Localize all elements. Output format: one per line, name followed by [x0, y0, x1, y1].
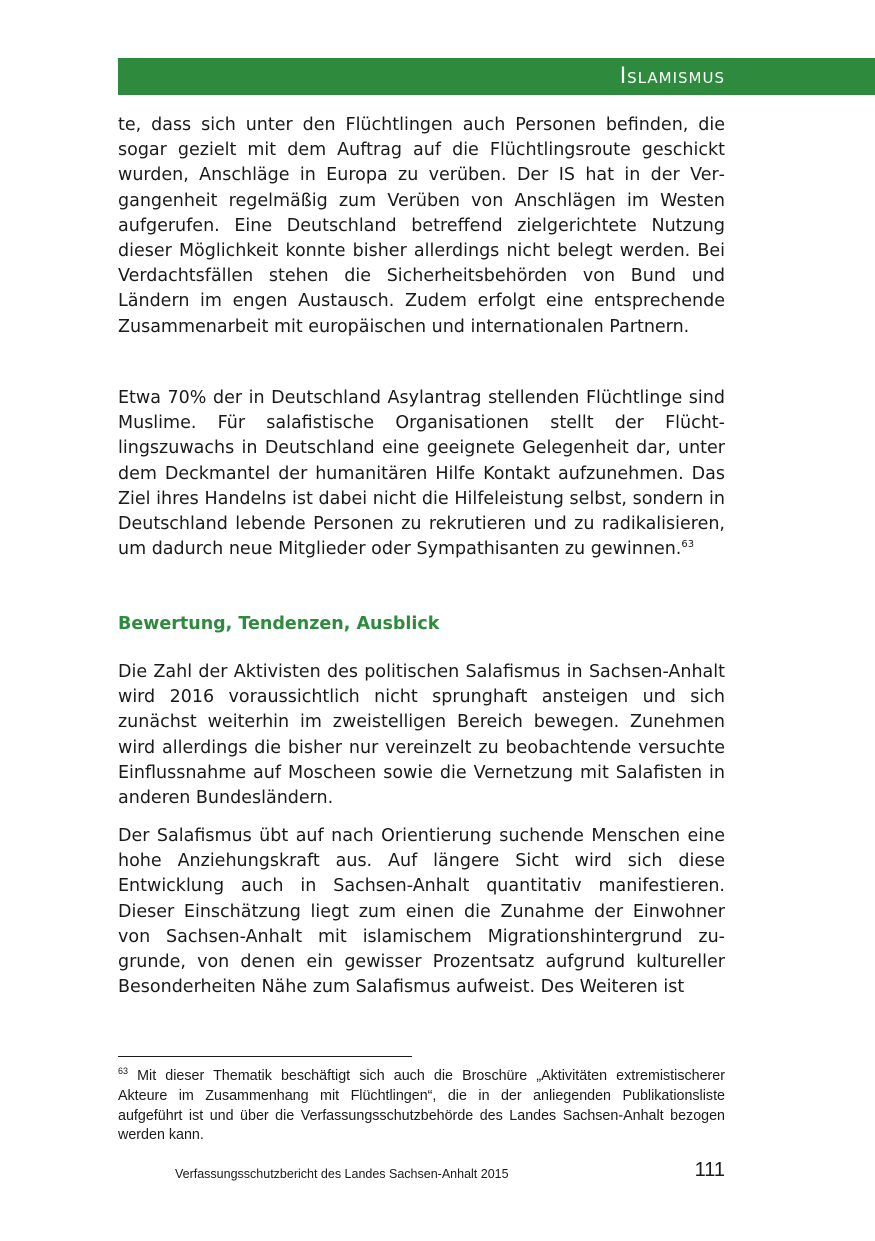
section-heading: Bewertung, Tendenzen, Ausblick: [118, 614, 440, 634]
body-paragraph-4: Der Salafismus übt auf nach Orientierung suchende Menschen eine hohe Anziehungskraft aus. Auf längere Sicht wird sich diese Entwicklung auch in Sachsen-Anhalt quantitativ manifestieren. Dieser Einschätzung liegt zum einen die Zunahme der Einwohner von Sachsen-Anhalt mit islamischem Migrationshintergrund zugrunde, von denen ein gewisser Prozentsatz aufgrund kultureller Besonderheiten Nähe zum Salafismus aufweist. Des Weiteren ist: [118, 826, 725, 998]
footnote-number: 63: [118, 1066, 129, 1077]
body-paragraph-1: te, dass sich unter den Flüchtlingen auch Personen befinden, die sogar gezielt mit dem Auftrag auf die Flüchtlingsroute geschickt wurden, Anschläge in Europa zu verüben. Der IS hat in der Vergangenheit regelmäßig zum Verüben von Anschlägen im Westen aufgerufen. Eine Deutschland betreffend zielgerichtete Nutzung dieser Möglichkeit konnte bisher allerdings nicht belegt werden. Bei Verdachtsfällen stehen die Sicherheitsbehörden von Bund und Ländern im engen Austausch. Zudem erfolgt eine entsprechende Zusammenarbeit mit europäischen und internationalen Partnern.: [118, 115, 725, 337]
body-paragraph-2-text: Etwa 70% der in Deutschland Asylantrag stellenden Flüchtlinge sind Muslime. Für salafistische Organisationen stellt der Flüchtlingszuwachs in Deutschland eine geeignete Gelegenheit dar, unter dem Deckmantel der humanitären Hilfe Kontakt aufzunehmen. Das Ziel ihres Handelns ist dabei nicht die Hilfeleistung selbst, sondern in Deutschland lebende Personen zu rekrutieren und zu radikalisieren, um dadurch neue Mitglieder oder Sympathisanten zu gewinnen.: [118, 388, 725, 560]
footer-publication-title: Verfassungsschutzbericht des Landes Sachsen-Anhalt 2015: [175, 1167, 509, 1181]
chapter-title: Islamismus: [619, 64, 725, 89]
footnote-reference[interactable]: 63: [681, 539, 695, 551]
footnote: [118, 1067, 725, 1146]
page-number: 111: [694, 1159, 725, 1181]
footnote-divider: [118, 1056, 412, 1057]
chapter-header-bar: [118, 58, 875, 95]
body-paragraph-3: Die Zahl der Aktivisten des politischen Salafismus in Sachsen-Anhalt wird 2016 voraussichtlich nicht sprunghaft ansteigen und sich zunächst weiterhin im zweistelligen Bereich bewegen. Zunehmen wird allerdings die bisher nur vereinzelt zu beobachtende versuchte Einflussnahme auf Moscheen sowie die Vernetzung mit Salafisten in anderen Bundesländern.: [118, 662, 725, 809]
footnote-text: Mit dieser Thematik beschäftigt sich auch die Broschüre „Aktivitäten extremistischerer Akteure im Zusammenhang mit Flüchtlingen“, die in der anliegenden Publikationsliste aufgeführt ist und über die Verfassungsschutzbehörde des Landes Sachsen-Anhalt bezogen werden kann.: [118, 1068, 725, 1144]
body-paragraph-2: [118, 386, 725, 562]
